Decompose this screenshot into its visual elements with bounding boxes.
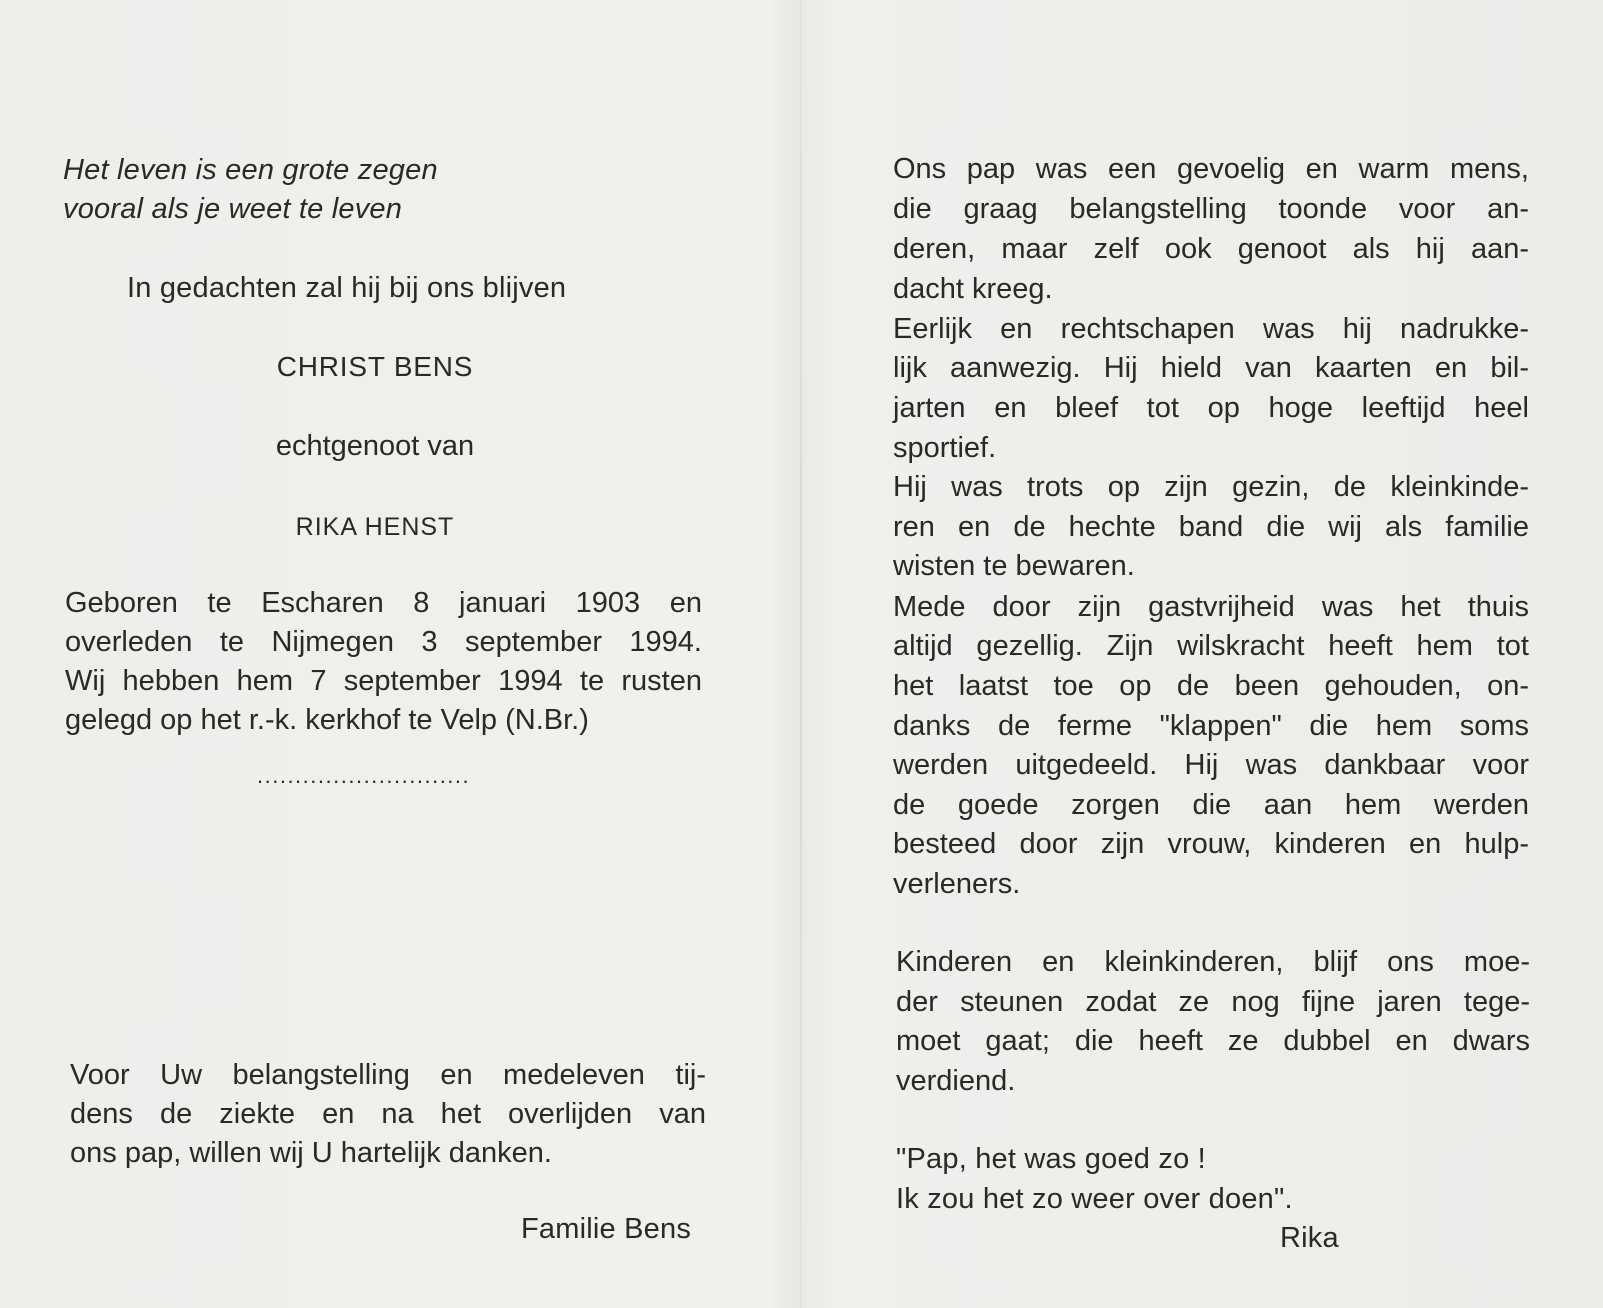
paragraph-4-line-7: besteed door zijn vrouw, kinderen en hulp- <box>893 828 1529 860</box>
paragraph-1-line-1: Ons pap was een gevoelig en warm mens, <box>893 153 1529 185</box>
family-signature: Familie Bens <box>521 1213 692 1245</box>
spouse-name: RIKA HENST <box>295 513 455 541</box>
paragraph-3-line-1: Hij was trots op zijn gezin, de kleinkinde- <box>893 471 1529 503</box>
motto-line-2: vooral als je weet te leven <box>63 193 403 225</box>
thanks-line-2: dens de ziekte en na het overlijden van <box>70 1098 706 1130</box>
paragraph-5-line-3: moet gaat; die heeft ze dubbel en dwars <box>896 1025 1530 1057</box>
paragraph-4-line-1: Mede door zijn gastvrijheid was het thuis <box>893 591 1529 623</box>
quote-line-2: Ik zou het zo weer over doen". <box>896 1183 1293 1215</box>
memory-line: In gedachten zal hij bij ons blijven <box>127 272 567 304</box>
paragraph-4-line-4: danks de ferme "klappen" die hem soms <box>893 710 1529 742</box>
biography-line-1: Geboren te Escharen 8 januari 1903 en <box>65 587 702 619</box>
paragraph-1-line-3: deren, maar zelf ook genoot als hij aan- <box>893 233 1529 265</box>
quote-line-1: "Pap, het was goed zo ! <box>896 1143 1206 1175</box>
paragraph-1-line-4: dacht kreeg. <box>893 273 1053 305</box>
paragraph-5-line-2: der steunen zodat ze nog fijne jaren tege- <box>896 986 1530 1018</box>
separator-dots: ............................ <box>257 763 471 788</box>
thanks-line-1: Voor Uw belangstelling en medeleven tij- <box>70 1059 706 1091</box>
paragraph-4-line-3: het laatst toe op de been gehouden, on- <box>893 670 1529 702</box>
right-page <box>802 0 1603 1308</box>
rika-signature: Rika <box>1280 1222 1339 1254</box>
paragraph-5-line-4: verdiend. <box>896 1065 1016 1097</box>
paragraph-3-line-2: ren en de hechte band die wij als familie <box>893 511 1529 543</box>
paragraph-3-line-3: wisten te bewaren. <box>893 550 1135 582</box>
paragraph-4-line-5: werden uitgedeeld. Hij was dankbaar voor <box>893 749 1529 781</box>
biography-line-3: Wij hebben hem 7 september 1994 te rusten <box>65 665 702 697</box>
left-page <box>0 0 800 1308</box>
paragraph-4-line-8: verleners. <box>893 868 1021 900</box>
motto-line-1: Het leven is een grote zegen <box>63 154 438 186</box>
paragraph-1-line-2: die graag belangstelling toonde voor an- <box>893 193 1529 225</box>
deceased-name: CHRIST BENS <box>276 351 474 382</box>
biography-line-2: overleden te Nijmegen 3 september 1994. <box>65 626 702 658</box>
paragraph-4-line-6: de goede zorgen die aan hem werden <box>893 789 1529 821</box>
paragraph-2-line-4: sportief. <box>893 432 997 464</box>
paragraph-2-line-3: jarten en bleef tot op hoge leeftijd heel <box>893 392 1529 424</box>
paragraph-4-line-2: altijd gezellig. Zijn wilskracht heeft hem tot <box>893 630 1529 662</box>
paragraph-2-line-2: lijk aanwezig. Hij hield van kaarten en bil- <box>893 352 1529 384</box>
spouse-intro: echtgenoot van <box>275 430 475 462</box>
paragraph-2-line-1: Eerlijk en rechtschapen was hij nadrukke- <box>893 313 1529 345</box>
thanks-line-3: ons pap, willen wij U hartelijk danken. <box>70 1137 552 1169</box>
biography-line-4: gelegd op het r.-k. kerkhof te Velp (N.Br.) <box>65 704 589 736</box>
paragraph-5-line-1: Kinderen en kleinkinderen, blijf ons moe- <box>896 946 1530 978</box>
